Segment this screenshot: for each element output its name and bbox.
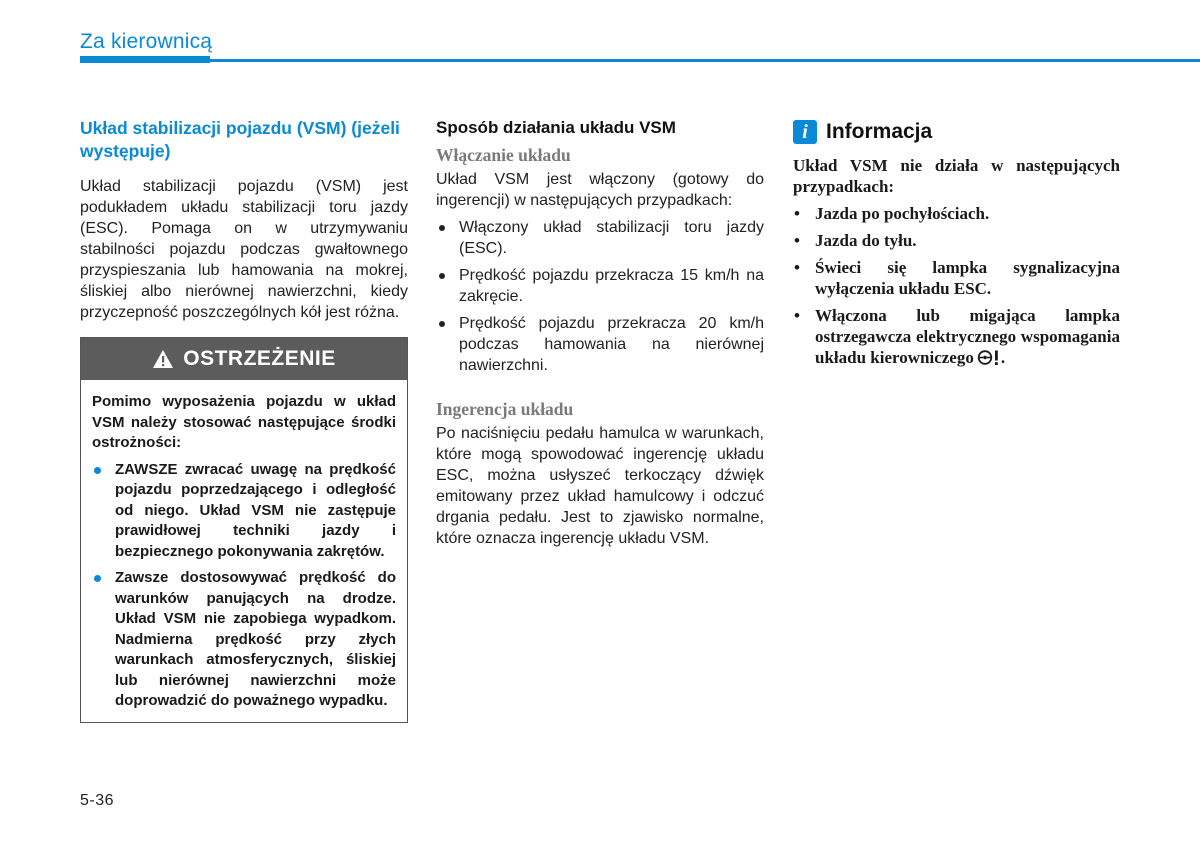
bullet-dot-icon bbox=[94, 575, 101, 582]
operation-title: Sposób działania układu VSM bbox=[436, 118, 676, 137]
warning-item-text: ZAWSZE zwracać uwagę na prędkość pojazdu poprzedzającego i odległość od niego. Układ VSM nie zastępuje prawidłowej techniki jazdy i bezpiecznego pokonywania zakrętów. bbox=[115, 460, 396, 560]
header-rule-accent bbox=[80, 56, 210, 63]
info-item: • Jazda do tyłu. bbox=[793, 230, 1120, 251]
left-column bbox=[80, 117, 408, 723]
steering-warning-icon bbox=[977, 349, 1001, 371]
list-item: Prędkość pojazdu przekracza 15 km/h na zakręcie. bbox=[436, 265, 764, 307]
warning-item bbox=[92, 460, 396, 563]
info-item-text: Włączona lub migająca lampka ostrzegawcza elektrycznego wspomagania układu kierowniczego bbox=[815, 306, 1120, 367]
intervention-description: Po naciśnięciu pedału hamulca w warunkach, które mogą spowodować ingerencję układu ESC, można usłyszeć terkoczący dźwięk emitowany przez układ hamulcowy i odczuć drgania pedału. Jest to zjawisko normalne, które oznacza ingerencję układu VSM. bbox=[436, 425, 764, 547]
warning-intro: Pomimo wyposażenia pojazdu w układ VSM należy stosować następujące środki ostrożności: bbox=[92, 393, 396, 451]
list-item: Włączony układ stabilizacji toru jazdy (ESC). bbox=[436, 217, 764, 259]
warning-title: OSTRZEŻENIE bbox=[183, 347, 336, 370]
warning-list bbox=[92, 460, 396, 712]
activation-intro: Układ VSM jest włączony (gotowy do ingerencji) w następujących przypadkach: bbox=[436, 171, 764, 209]
warning-item bbox=[92, 568, 396, 712]
warning-box bbox=[80, 337, 408, 723]
section-title: Za kierownicą bbox=[80, 30, 213, 53]
info-item: • Świeci się lampka sygnalizacyjna wyłączenia układu ESC. bbox=[793, 257, 1120, 299]
page-number: 5-36 bbox=[80, 792, 115, 809]
info-intro: Układ VSM nie działa w następujących przypadkach: bbox=[793, 156, 1120, 196]
activation-subtitle: Włączanie układu bbox=[436, 145, 571, 165]
middle-column bbox=[436, 117, 764, 549]
right-column bbox=[793, 117, 1120, 371]
info-item-suffix: . bbox=[1000, 348, 1006, 367]
warning-triangle-icon bbox=[152, 349, 174, 369]
warning-header bbox=[81, 338, 407, 380]
warning-item-text: Zawsze dostosowywać prędkość do warunków panujących na drodze. Układ VSM nie zapobiega wypadkom. Nadmierna prędkość przy złych warunkach atmosferycznych, śliskiej lub nierównej nawierzchni może doprowadzić do poważnego wypadku. bbox=[115, 569, 396, 709]
list-item: Prędkość pojazdu przekracza 20 km/h podczas hamowania na nierównej nawierzchni. bbox=[436, 313, 764, 376]
info-header bbox=[793, 117, 1120, 147]
header-rule bbox=[80, 59, 1200, 62]
intervention-subtitle: Ingerencja układu bbox=[436, 399, 574, 419]
activation-list bbox=[436, 217, 764, 376]
info-item: • Jazda po pochyłościach. bbox=[793, 203, 1120, 224]
vsm-section-title: Układ stabilizacji pojazdu (VSM) (jeżeli występuje) bbox=[80, 118, 400, 161]
info-icon: i bbox=[793, 120, 817, 144]
vsm-description: Układ stabilizacji pojazdu (VSM) jest podukładem układu stabilizacji toru jazdy (ESC). Pomaga on w utrzymywaniu stabilności pojazdu podczas gwałtownego przyspieszania lub hamowania na mokrej, śliskiej albo nierównej nawierzchni, kiedy przyczepność poszczególnych kół jest różna. bbox=[80, 178, 408, 321]
info-title: Informacja bbox=[826, 120, 933, 143]
bullet-dot-icon bbox=[94, 467, 101, 474]
info-item bbox=[793, 305, 1120, 371]
info-list bbox=[793, 203, 1120, 371]
warning-body bbox=[81, 380, 407, 722]
